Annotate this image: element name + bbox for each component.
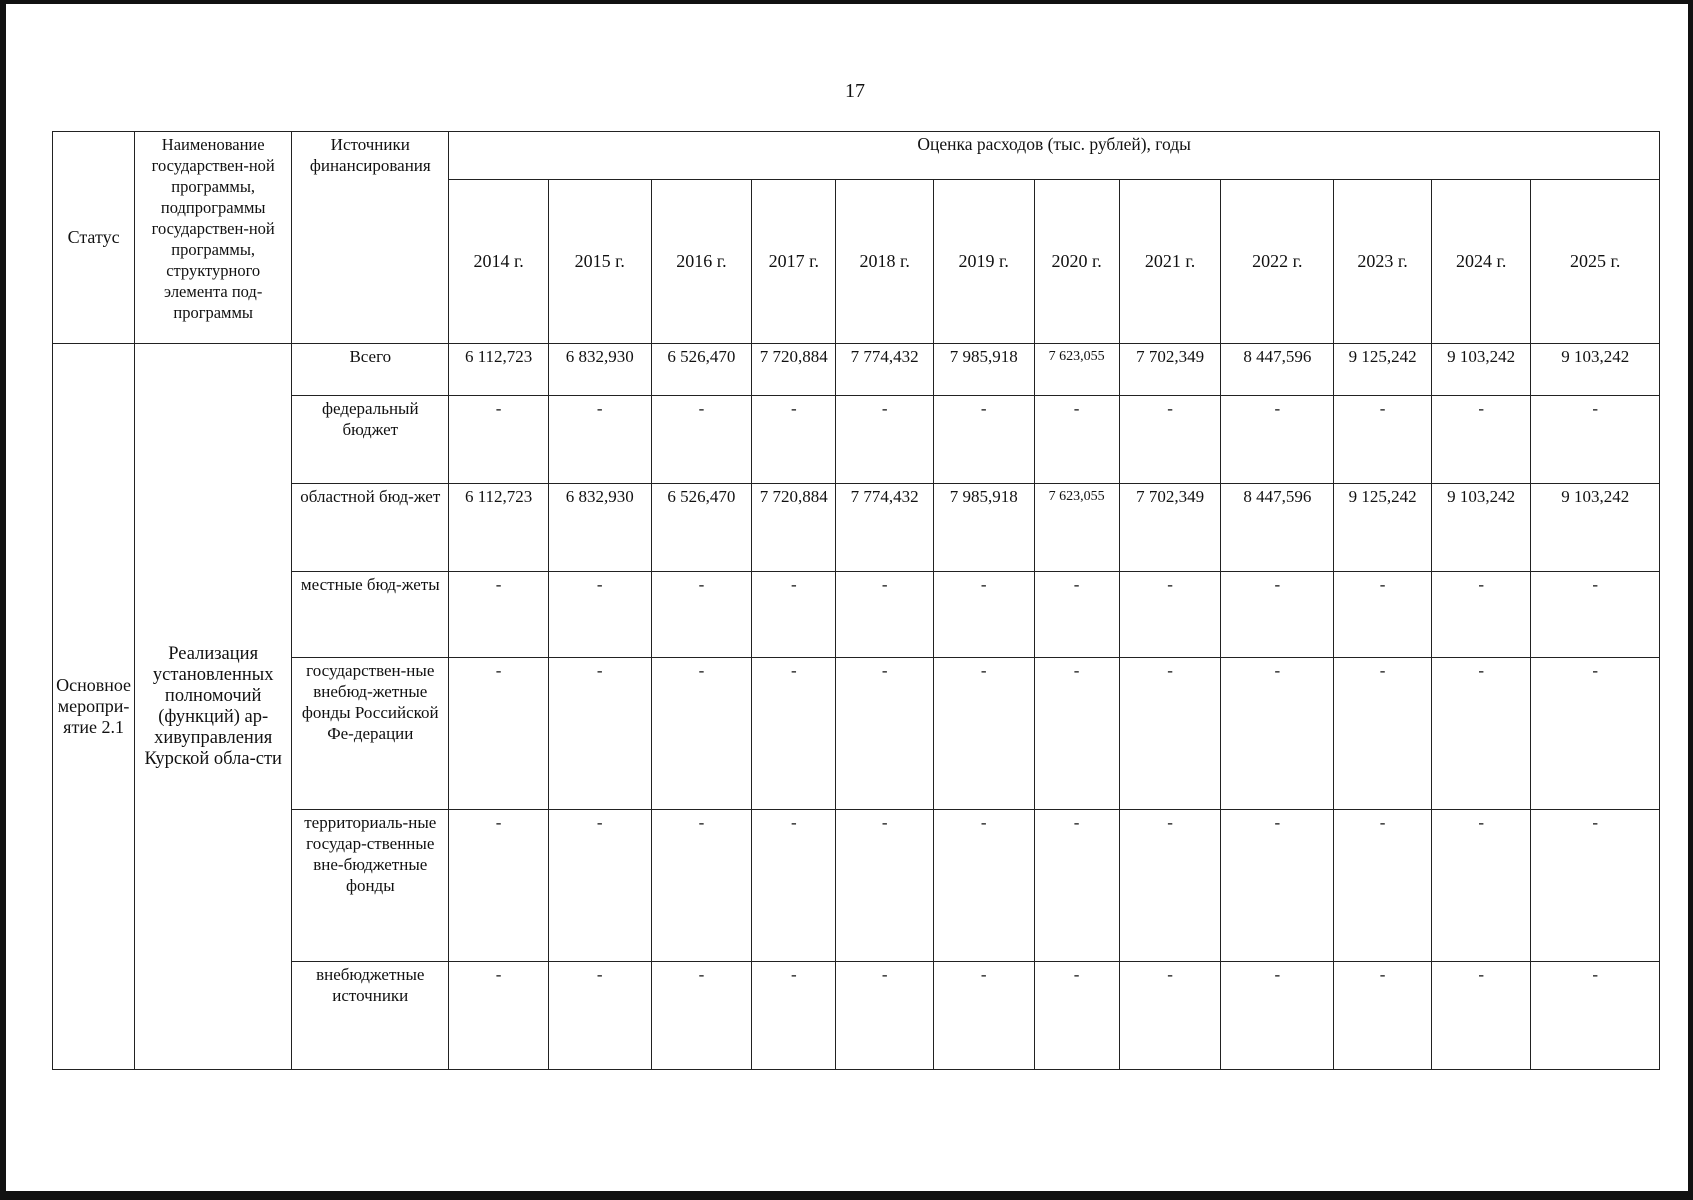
table-row xyxy=(53,396,1660,484)
value-cell: - xyxy=(1334,962,1432,1070)
value-cell: - xyxy=(1221,572,1334,658)
value-cell: - xyxy=(449,810,549,962)
value-cell: - xyxy=(1531,396,1660,484)
header-year: 2014 г. xyxy=(449,180,549,344)
value-cell: - xyxy=(1221,810,1334,962)
value-cell: - xyxy=(1431,962,1531,1070)
value-cell: - xyxy=(651,658,752,810)
value-cell: 7 985,918 xyxy=(933,484,1034,572)
value-cell: - xyxy=(1034,572,1119,658)
header-expense-estimate: Оценка расходов (тыс. рублей), годы xyxy=(449,132,1660,180)
value-cell: 6 112,723 xyxy=(449,344,549,396)
table-row xyxy=(53,572,1660,658)
value-cell: - xyxy=(752,572,836,658)
header-status: Статус xyxy=(53,132,135,344)
value-cell: - xyxy=(1221,962,1334,1070)
value-cell: - xyxy=(548,658,651,810)
value-cell: - xyxy=(836,396,934,484)
header-year: 2022 г. xyxy=(1221,180,1334,344)
table-row xyxy=(53,344,1660,396)
header-program-name: Наименование государствен-ной программы, подпрограммы государствен-ной программы, структурного элемента под-программы xyxy=(135,132,292,344)
value-cell: - xyxy=(1334,396,1432,484)
value-cell: - xyxy=(548,396,651,484)
value-cell: - xyxy=(1531,658,1660,810)
value-cell: 7 702,349 xyxy=(1119,344,1221,396)
funding-source-label: Всего xyxy=(292,344,449,396)
funding-source-label: территориаль-ные государ-ственные вне-бюджетные фонды xyxy=(292,810,449,962)
header-year: 2024 г. xyxy=(1431,180,1531,344)
funding-source-label: местные бюд-жеты xyxy=(292,572,449,658)
value-cell: 6 526,470 xyxy=(651,344,752,396)
value-cell: - xyxy=(1334,810,1432,962)
value-cell: - xyxy=(548,572,651,658)
value-cell: 6 526,470 xyxy=(651,484,752,572)
value-cell: - xyxy=(449,572,549,658)
table-row xyxy=(53,484,1660,572)
table-row xyxy=(53,810,1660,962)
page-number: 17 xyxy=(845,80,865,102)
scan-border-bottom xyxy=(0,1191,1693,1200)
value-cell: - xyxy=(752,658,836,810)
value-cell: - xyxy=(752,396,836,484)
value-cell: - xyxy=(752,962,836,1070)
header-year: 2020 г. xyxy=(1034,180,1119,344)
value-cell: - xyxy=(1334,658,1432,810)
value-cell: - xyxy=(449,396,549,484)
header-year: 2023 г. xyxy=(1334,180,1432,344)
value-cell: - xyxy=(752,810,836,962)
header-year: 2016 г. xyxy=(651,180,752,344)
value-cell: - xyxy=(1221,658,1334,810)
value-cell: 7 985,918 xyxy=(933,344,1034,396)
funding-source-label: государствен-ные внебюд-жетные фонды Российской Фе-дерации xyxy=(292,658,449,810)
value-cell: 6 832,930 xyxy=(548,484,651,572)
value-cell: 7 774,432 xyxy=(836,344,934,396)
value-cell: - xyxy=(933,810,1034,962)
value-cell: - xyxy=(1119,658,1221,810)
header-year: 2018 г. xyxy=(836,180,934,344)
value-cell: - xyxy=(548,962,651,1070)
header-row-1 xyxy=(53,132,1660,180)
status-cell: Основное меропри-ятие 2.1 xyxy=(53,344,135,1070)
value-cell: 7 720,884 xyxy=(752,344,836,396)
value-cell: - xyxy=(651,572,752,658)
value-cell: 9 103,242 xyxy=(1531,344,1660,396)
value-cell: - xyxy=(1431,572,1531,658)
value-cell: - xyxy=(836,810,934,962)
funding-source-label: областной бюд-жет xyxy=(292,484,449,572)
value-cell: - xyxy=(1531,572,1660,658)
table-row xyxy=(53,962,1660,1070)
value-cell: 8 447,596 xyxy=(1221,484,1334,572)
value-cell: - xyxy=(1034,962,1119,1070)
header-year: 2015 г. xyxy=(548,180,651,344)
scan-border-top xyxy=(0,0,1693,4)
value-cell: - xyxy=(1119,396,1221,484)
scan-border-right xyxy=(1688,0,1693,1200)
value-cell: - xyxy=(933,396,1034,484)
value-cell: - xyxy=(651,810,752,962)
value-cell: - xyxy=(836,572,934,658)
value-cell: 9 125,242 xyxy=(1334,484,1432,572)
value-cell: 6 112,723 xyxy=(449,484,549,572)
value-cell: - xyxy=(1431,658,1531,810)
value-cell: - xyxy=(933,572,1034,658)
value-cell: 7 774,432 xyxy=(836,484,934,572)
value-cell: - xyxy=(1334,572,1432,658)
value-cell: 7 623,055 xyxy=(1034,484,1119,572)
value-cell: 7 702,349 xyxy=(1119,484,1221,572)
value-cell: 9 103,242 xyxy=(1531,484,1660,572)
value-cell: 7 720,884 xyxy=(752,484,836,572)
value-cell: - xyxy=(1221,396,1334,484)
value-cell: - xyxy=(1431,810,1531,962)
value-cell: 9 125,242 xyxy=(1334,344,1432,396)
value-cell: - xyxy=(449,658,549,810)
value-cell: - xyxy=(933,962,1034,1070)
header-year: 2021 г. xyxy=(1119,180,1221,344)
funding-source-label: внебюджетные источники xyxy=(292,962,449,1070)
value-cell: - xyxy=(1119,810,1221,962)
value-cell: - xyxy=(933,658,1034,810)
table-row xyxy=(53,658,1660,810)
value-cell: - xyxy=(1531,962,1660,1070)
funding-source-label: федеральный бюджет xyxy=(292,396,449,484)
value-cell: - xyxy=(1119,962,1221,1070)
value-cell: - xyxy=(1431,396,1531,484)
value-cell: 7 623,055 xyxy=(1034,344,1119,396)
value-cell: - xyxy=(651,962,752,1070)
value-cell: 9 103,242 xyxy=(1431,484,1531,572)
value-cell: - xyxy=(1034,810,1119,962)
header-year: 2019 г. xyxy=(933,180,1034,344)
header-funding-sources: Источники финансирования xyxy=(292,132,449,344)
header-year: 2017 г. xyxy=(752,180,836,344)
value-cell: - xyxy=(836,962,934,1070)
value-cell: - xyxy=(449,962,549,1070)
scan-border-left xyxy=(0,0,6,1200)
value-cell: 6 832,930 xyxy=(548,344,651,396)
value-cell: 9 103,242 xyxy=(1431,344,1531,396)
value-cell: - xyxy=(1034,396,1119,484)
value-cell: - xyxy=(1119,572,1221,658)
value-cell: 8 447,596 xyxy=(1221,344,1334,396)
value-cell: - xyxy=(836,658,934,810)
value-cell: - xyxy=(1531,810,1660,962)
value-cell: - xyxy=(651,396,752,484)
header-year: 2025 г. xyxy=(1531,180,1660,344)
value-cell: - xyxy=(548,810,651,962)
value-cell: - xyxy=(1034,658,1119,810)
expenditure-table xyxy=(52,131,1660,1070)
program-name-cell: Реализация установленных полномочий (функций) ар-хивуправления Курской обла-сти xyxy=(135,344,292,1070)
